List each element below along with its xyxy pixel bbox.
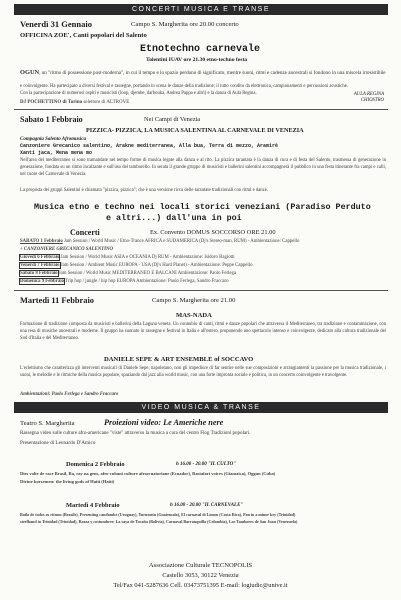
event1-credit: AULA REGINA CHIOSTRO xyxy=(353,92,384,103)
schedule-text: Jam Session / World Music / Etno-Trance AFRICA e SUDAMERICA (Dj's Stereo-man, RUM) - Ambientazione: Cappello xyxy=(63,239,300,244)
video-day2-time: h 16.00 - 20.00 "IL CARNEVALE" xyxy=(170,503,244,508)
schedule-text: Jam Session / World Music MEDITERRANEO E BALCANI Ambientazione: Paolo Ferlega xyxy=(58,271,237,276)
schedule-day: Domenica 9 Febbraio xyxy=(20,279,64,284)
event1-title: Etnotechno carnevale xyxy=(140,44,261,55)
video-place: Teatro S. Margherita xyxy=(20,420,75,427)
schedule-item xyxy=(20,247,388,255)
schedule-text: Jam Session / Ambient Music EUROPA - USA (Dj's Hard Planet) - Ambientazione: Peppe Cappello xyxy=(60,263,253,268)
event2-groups-line2: Xanti jaca, Mena mena mo xyxy=(20,150,93,156)
schedule-item xyxy=(20,271,388,279)
event2-paragraph: Nell'area del mediterraneo si sono tramandate nel tempo forme di musica legate alla danza e al rito. La pizzica tarantata è la danza di cura e di festa del Salento, trasmessa di generazione in generazione, fondata su un ritmo incalzante e sull'uso del tamburello. In serata il grande gruppo di musicisti e ballerini salentini accompagnerà il pubblico in una festa itinerante fra campi e calli, nel cuore del Carnevale di Venezia. xyxy=(20,158,386,177)
dj-rest: selettore di ALTROVE xyxy=(83,100,130,105)
footer-address: Castello 3053, 30122 Venezia xyxy=(162,572,239,579)
event4-date: Martedì 11 Febbraio xyxy=(20,296,94,305)
video-day1-date: Domenica 2 Febbraio xyxy=(66,461,125,468)
ogun-label: OGUN xyxy=(20,69,40,76)
video-title: Proiezioni video: Le Americhe nere xyxy=(104,418,224,427)
video-presenter: Presentazione di Leonardo D'Amico xyxy=(20,440,96,446)
video-description: Rassegna video sulle culture afro-americane "viste" attraverso la musica a cura del centro Flog Tradizioni popolari. xyxy=(20,431,251,436)
event2-company: Compagnia Salento Afromusica xyxy=(20,137,86,142)
event4-band2: DANIELE SEPE & ART ENSEMBLE of SOCCAVO xyxy=(104,356,254,363)
event1-dj xyxy=(20,100,129,106)
schedule-text: Trip hop / jungle / hip hop EUROPA Ambientazione: Paolo Ferlega, Sandro Fraccaro xyxy=(65,279,229,284)
event1-officina: OFFICINA ZOE', Canti popolari del Salento xyxy=(20,32,147,39)
event2-date: Sabato 1 Febbraio xyxy=(20,115,83,124)
schedule-item xyxy=(20,239,388,247)
event3-headline-line1: Musica etno e techno nei locali storici veneziani (Paradiso Perduto xyxy=(34,202,371,212)
schedule-day: Venerdì 7 Febbraio xyxy=(20,263,60,268)
schedule-item xyxy=(20,263,388,271)
event1-subtitle: Tolentini IUAV ore 21.30 etno-techno festa xyxy=(146,57,248,63)
event1-intro xyxy=(20,69,388,77)
schedule-day: SABATO 1 Febbraio xyxy=(20,239,63,244)
schedule-day: Sabato 8 Febbraio xyxy=(20,271,58,276)
footer-contacts: Tel/Fax 041-5287636 Cell. 03473751395 E-mail: logiudic@unive.it xyxy=(113,582,288,589)
schedule-item xyxy=(20,255,388,263)
event4-ambientazioni: Ambientazioni: Paolo Ferlega e Sandro Fraccaro xyxy=(20,392,119,397)
video-day1-films-2: Divine horsemen: the living gods of Haiti (Haiti) xyxy=(20,479,115,484)
event3-headline-line2: e altri...) dall'una in poi xyxy=(106,213,242,223)
event1-date: Venerdì 31 Gennaio xyxy=(20,19,92,29)
video-day1-time: h 16.00 - 20.00 "IL CULTO" xyxy=(176,462,237,467)
event2-title: PIZZICA- PIZZICA, LA MUSICA SALENTINA AL CARNEVALE DI VENEZIA xyxy=(86,127,304,134)
schedule-day: + CANZONIERE GRECANICO SALENTINO xyxy=(20,247,113,252)
event2-note: La proposta dei gruppi Salentini è chiamata "pizzica, pizzica"; che è una versione ricca delle tarantate tradizionali con ritmi e danze. xyxy=(20,188,268,193)
event3-concerti-label: Concerti xyxy=(70,228,100,237)
event4-place: Campo S. Margherita ore 21.00 xyxy=(152,297,236,304)
event1-paragraph: e coinvolgente. Ha partecipato a diversi festival e rassegne, portando in scena le danze della tradizione; il tutto condito da elettronica, campionamenti e percussioni acustiche. Con la partecipazione di numerosi ospiti e musicisti (loop, djembe, darbouka, Andrea Pappa e altri) e la danza di Aula Regina. xyxy=(20,84,348,96)
schedule-list xyxy=(20,239,388,287)
event4-paragraph: Formazione di tradizione composta da musicisti e ballerini della Laguna veneta. Un connubio di canti, ritmi e danze popolari che attraversa il Mediterraneo, tra tradizione e contaminazione, con una resa di musiche ancestrali e moderne. Il gruppo ha suonato in rassegne e festival in Italia e all'estero, proponendo uno spettacolo intenso e coinvolgente, dedicato alla cultura tradizionale del Sud d'Italia e del Mediterraneo. xyxy=(20,322,386,341)
section-header-concerti: CONCERTI MUSICA E TRANSE xyxy=(14,4,388,15)
dj-name: DJ POCHETTINO di Torino xyxy=(20,100,83,105)
schedule-text: Jam Session / World Music ASIA e OCEANIA Dj RUM - Ambientazione: Isidoro Bagiotti xyxy=(60,255,235,260)
section-header-video: VIDEO MUSICA & TRANSE xyxy=(14,402,388,413)
event4-paragraph2: L'eclettismo che caratterizza gli interventi musicali di Daniele Sepe, napoletano, non gli impedisce di far sentire nelle sue composizioni e arrangiamenti la passione per la musica tradizionale, i suoni, le melodie e le ritmiche della musica popolare, spaziando dal jazz alla world music, con una forte impronta sociale e politica, in un concerto coinvolgente e travolgente. xyxy=(20,366,386,378)
event3-venue: Ex. Convento DOMUS SOCCORSO ORE 21.00 xyxy=(150,229,276,236)
ogun-text: , un "ritmo di possessione post-moderna", in cui il tempo e lo spazio perdono di significato, mentre suoni, ritmi e cadenze ancestrali si fondono in una miscela irresistibile xyxy=(39,70,386,76)
event2-place: Nei Campi di Venezia xyxy=(144,116,201,123)
schedule-day: Giovedì 6 Febbraio xyxy=(20,255,60,260)
video-day1-films: Dies volte de race Brasil, Ra, ray na gens, afro-cubani culture afroecuatoriane (Ecuador), Rastafari voices (Giamaica), Oggun (Cuba) xyxy=(20,471,276,476)
video-day2-films: Baila de todos os ritmos (Brasile), Presenting candombe (Uruguay), Yurumein (Guatemala), El carnaval di Limon (Costa Rica), Pan in a minor key (Trinidad) xyxy=(20,512,296,517)
video-day2-films-2: steelband in Trinidad (Trinidad), Razza y costumbres: La saya de Tocaña (Bolivia), Carnaval Barranquilla (Colombia), Los Tambores de San Juan (Venezuela) xyxy=(20,519,298,524)
video-day2-date: Martedì 4 Febbraio xyxy=(66,502,120,509)
footer-org: Associazione Culturale TECNOPOLIS xyxy=(148,562,253,569)
divider xyxy=(14,109,388,110)
event2-groups-line1: Canzoniere Grecanico salentino, Arakne mediterranea, Alla bua, Terra di mezzo, Aramirè xyxy=(20,143,279,149)
schedule-item xyxy=(20,279,388,287)
event1-place: Campo S. Margherita ore 20.00 concerto xyxy=(131,21,239,28)
event4-band: MAS-NADA xyxy=(176,312,212,319)
divider xyxy=(14,290,388,291)
